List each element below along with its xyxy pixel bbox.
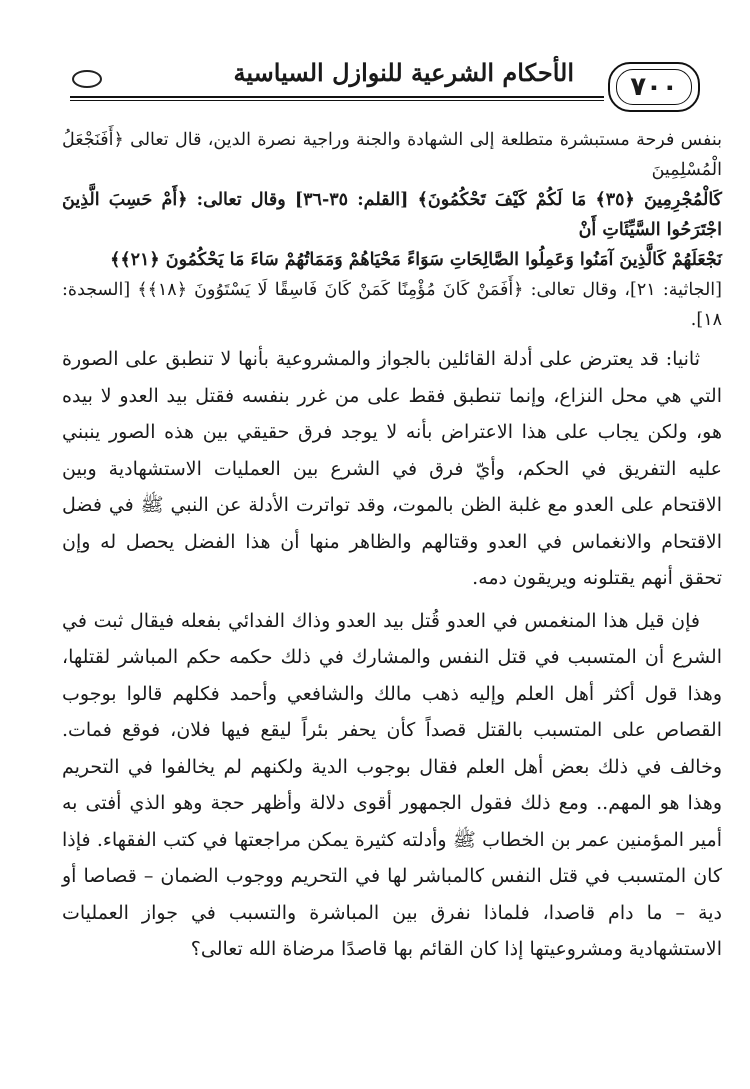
ornament-icon [72, 70, 102, 88]
verse-line-1: بنفس فرحة مستبشرة متطلعة إلى الشهادة والجنة وراجية نصرة الدين، قال تعالى ﴿أَفَنَجْعَلُ الْمُسْلِمِينَ [62, 130, 722, 180]
header-rule [70, 96, 604, 101]
quran-citations-block [62, 125, 722, 335]
verse-line-4: [الجاثية: ٢١]، وقال تعالى: ﴿أَفَمَنْ كَانَ مُؤْمِنًا كَمَنْ كَانَ فَاسِقًا لَا يَسْتَوُونَ ﴿١٨﴾﴾ [السجدة: ١٨]. [62, 280, 722, 330]
verse-line-3: نَجْعَلَهُمْ كَالَّذِينَ آمَنُوا وَعَمِلُوا الصَّالِحَاتِ سَوَاءً مَحْيَاهُمْ وَمَمَاتُهُمْ سَاءَ مَا يَحْكُمُونَ ﴿٢١﴾﴾ [110, 250, 722, 270]
page-body [62, 125, 722, 968]
paragraph-causation: فإن قيل هذا المنغمس في العدو قُتل بيد العدو وذاك الفدائي بفعله فيقال ثبت في الشرع أن المتسبب في قتل النفس والمشارك في ذلك حكمه حكم المباشر لقتلها، وهذا قول أكثر أهل العلم وإليه ذهب مالك والشافعي وأحمد فكلهم قالوا بوجوب القصاص على المتسبب بالقتل قصداً كأن يحفر بئراً ليقع فيها فلان، فوقع فمات. وخالف في ذلك بعض أهل العلم فقال بوجوب الدية ولكنهم لم يخالفوا في التحريم وهذا هو المهم.. ومع ذلك فقول الجمهور أقوى دلالة وأظهر حجة وهو الذي أفتى به أمير المؤمنين عمر بن الخطاب ﷺ وأدلته كثيرة يمكن مراجعتها في كتب الفقهاء. فإذا كان المتسبب في قتل النفس كالمباشر لها في التحريم ووجوب الضمان – قصاصا أو دية – ما دام قاصدا، فلماذا نفرق بين المباشرة والتسبب في جواز العمليات الاستشهادية ومشروعيتها إذا كان القائم بها قاصدًا مرضاة الله تعالى؟ [62, 609, 722, 960]
book-title: الأحكام الشرعية للنوازل السياسية [233, 58, 574, 87]
page-number-text: ٧٠٠ [630, 72, 678, 102]
verse-line-2: كَالْمُجْرِمِينَ ﴿٣٥﴾ مَا لَكُمْ كَيْفَ تَحْكُمُونَ﴾ [القلم: ٣٥-٣٦] وقال تعالى: ﴿أَمْ حَسِبَ الَّذِينَ اجْتَرَحُوا السَّيِّئَاتِ أَنْ [62, 190, 722, 240]
paragraph-second-objection: ثانيا: قد يعترض على أدلة القائلين بالجواز والمشروعية بأنها لا تنطبق على الصورة التي هي محل النزاع، وإنما تنطبق فقط على من غرر بنفسه فقتل بيد العدو لا بيده هو، ولكن يجاب على هذا الاعتراض بأنه لا يوجد فرق حقيقي بين هذه الصور ينبني عليه التفريق في الحكم، وأيّ فرق في الشرع بين العمليات الاستشهادية وبين الاقتحام على العدو مع غلبة الظن بالموت، وقد تواترت الأدلة عن النبي ﷺ في فضل الاقتحام والانغماس في العدو وقتالهم والظاهر منها أن هذا الفضل يحصل له وإن تحقق أنهم يقتلونه ويريقون دمه. [62, 348, 722, 589]
page-number [608, 62, 700, 112]
running-header [62, 52, 714, 108]
